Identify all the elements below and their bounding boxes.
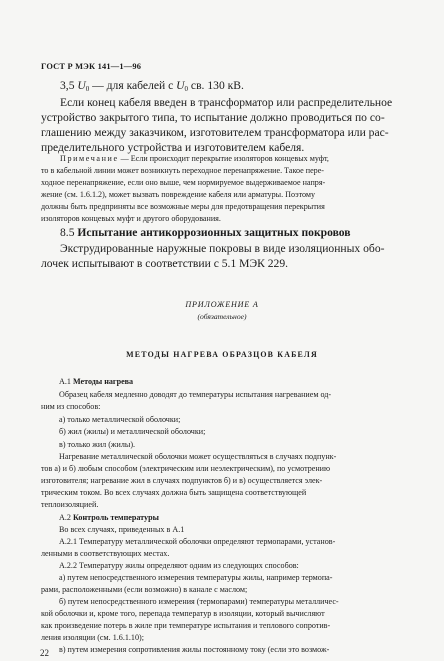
note-first-text: — Если происходит перекрытие изоляторов концевых муфт, [118, 154, 329, 163]
a1-line: трическим током. Во всех случаях должна быть защищена соответствующей [41, 488, 307, 497]
paragraph-line: Если конец кабеля введен в трансформатор или распределительное [60, 96, 393, 109]
note-line: изоляторов концевых муфт и другого оборудования. [41, 214, 221, 223]
a1-title: Методы нагрева [72, 377, 134, 386]
a1-line: а) только металлической оболочки; [59, 415, 181, 424]
a1-line: б) жил (жилы) и металлической оболочки; [59, 427, 206, 436]
a1-line: Образец кабеля медленно доводят до температуры испытания нагреванием од- [59, 390, 332, 399]
note-first-line [60, 153, 329, 165]
paragraph-line: устройство закрытого типа, то испытание должно проводиться по со- [41, 111, 385, 124]
a1-heading [59, 376, 133, 388]
a1-line: изготовителя; нагревание жил в случаях подпунктов б) и в) осуществляется элек- [41, 476, 323, 485]
note-line: должны быть предприняты все возможные меры для предотвращения перекрытия [41, 202, 325, 211]
voltage-symbol: U [77, 79, 86, 92]
a2-line: а) путем непосредственного измерения температуры жилы, например термопа- [59, 573, 333, 582]
a1-number: А.1 [59, 377, 73, 386]
a1-line: ним из способов: [41, 402, 101, 411]
voltage-suffix: св. 130 кВ. [188, 79, 244, 92]
a2-line: ления изоляции (см. 1.6.1.10); [41, 633, 144, 642]
page-number: 22 [40, 648, 49, 658]
section-heading [60, 225, 351, 240]
document-header: ГОСТ Р МЭК 141—1—96 [41, 62, 142, 71]
a2-line: Во всех случаях, приведенных в А.1 [59, 525, 185, 534]
a2-line: как произведение потерь в жиле при температуре испытания и теплового сопротив- [41, 621, 331, 630]
a2-line: кой оболочки и, кроме того, перепада температур в изоляции, который вычисляют [41, 609, 325, 618]
a2-line: рами, расположенными (если возможно) в канале с маслом; [41, 585, 248, 594]
voltage-symbol-2: U [176, 79, 185, 92]
section-title: Испытание антикоррозионных защитных покровов [77, 226, 351, 239]
a2-line: А.2.1 Температуру металлической оболочки определяют термопарами, установ- [59, 537, 336, 546]
paragraph-line: глашению между заказчиком, изготовителем трансформатора или рас- [41, 126, 389, 139]
a2-heading [59, 512, 159, 524]
voltage-subscript-2: 0 [184, 85, 189, 93]
a1-line: Нагревание металлической оболочки может осуществляться в случаях подпунк- [59, 452, 337, 461]
note-line: ходное перенапряжение, если оно выше, чем нормируемое выдерживаемое напря- [41, 178, 326, 187]
a2-line: б) путем непосредственного измерения (термопарами) температуры металличес- [59, 597, 339, 606]
a1-line: в) только жил (жилы). [59, 440, 136, 449]
a2-title: Контроль температуры [72, 513, 159, 522]
a1-line: тов а) и б) любым способом (электрическим или неэлектрическим), по усмотрению [41, 464, 331, 473]
methods-title: МЕТОДЫ НАГРЕВА ОБРАЗЦОВ КАБЕЛЯ [126, 350, 318, 359]
note-label: Примечание [60, 154, 119, 163]
a1-line: теплоизоляцией. [41, 500, 99, 509]
a2-line: А.2.2 Температуру жилы определяют одним из следующих способов: [59, 561, 299, 570]
paragraph-line: пределительного устройства и изготовителем кабеля. [41, 141, 305, 154]
a2-line: в) путем измерения сопротивления жилы постоянному току (если это возмож- [59, 645, 330, 654]
note-line: жение (см. 1.6.1.2), может вызвать повреждение кабеля или арматуры. Поэтому [41, 190, 316, 199]
a2-number: А.2 [59, 513, 73, 522]
voltage-middle: — для кабелей с [89, 79, 177, 92]
voltage-prefix: 3,5 [60, 79, 78, 92]
section-number: 8.5 [60, 226, 78, 239]
appendix-status: (обязательное) [197, 312, 247, 321]
note-line: то в кабельной линии может возникнуть переходное перенапряжение. Такое пере- [41, 166, 324, 175]
a2-line: ленными в соответствующих местах. [41, 549, 170, 558]
appendix-title: ПРИЛОЖЕНИЕ А [185, 300, 259, 309]
section-line: лочек испытывают в соответствии с 5.1 МЭК 229. [41, 257, 289, 270]
section-line: Экструдированные наружные покровы в виде изоляционных обо- [60, 242, 385, 255]
voltage-subscript: 0 [85, 85, 90, 93]
